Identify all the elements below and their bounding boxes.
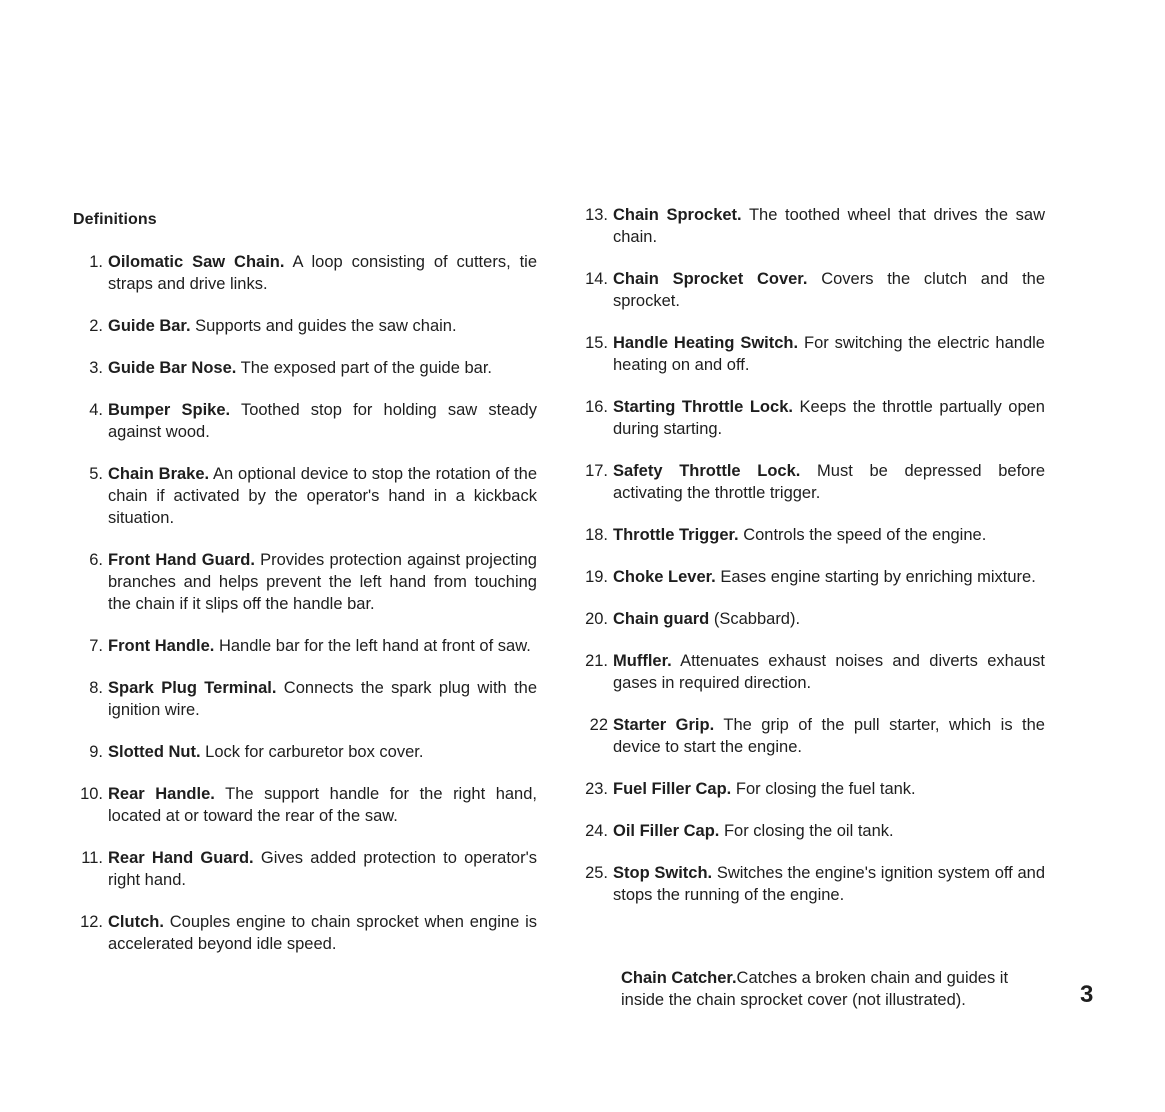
item-term: Choke Lever. <box>613 568 716 586</box>
definition-item <box>75 251 537 295</box>
item-number: 15. <box>585 334 608 352</box>
definition-item <box>75 549 537 615</box>
item-description: A loop consisting of cutters, tie straps and drive links. <box>108 253 537 293</box>
definition-item <box>580 332 1045 376</box>
item-term: Rear Hand Guard. <box>108 849 254 867</box>
item-term: Slotted Nut. <box>108 743 201 761</box>
item-number: 5. <box>89 465 103 483</box>
item-term: Starting Throttle Lock. <box>613 398 793 416</box>
definition-item <box>580 608 1045 630</box>
item-number: 10. <box>80 785 103 803</box>
item-description: Controls the speed of the engine. <box>743 526 987 544</box>
item-term: Chain Sprocket. <box>613 206 742 224</box>
definition-item <box>75 847 537 891</box>
item-number: 22 <box>589 716 608 734</box>
item-description: For closing the fuel tank. <box>735 780 916 798</box>
item-description: For closing the oil tank. <box>723 822 894 840</box>
item-number: 7. <box>89 637 103 655</box>
definition-item <box>75 677 537 721</box>
item-term: Bumper Spike. <box>108 401 231 419</box>
item-term: Chain Brake. <box>108 465 210 483</box>
item-term: Chain guard <box>613 610 710 628</box>
item-number: 19. <box>585 568 608 586</box>
item-description: Connects the spark plug with the ignition wire. <box>108 679 538 719</box>
item-description: Toothed stop for holding saw steady against wood. <box>108 401 537 441</box>
item-description: The support handle for the right hand, located at or toward the rear of the saw. <box>108 785 537 825</box>
item-description: Handle bar for the left hand at front of saw. <box>218 637 531 655</box>
item-number: 20. <box>585 610 608 628</box>
definition-item <box>580 268 1045 312</box>
definition-item <box>75 463 537 529</box>
definition-item <box>580 524 1045 546</box>
definition-item <box>580 650 1045 694</box>
item-number: 9. <box>89 743 103 761</box>
chain-catcher-term: Chain Catcher. <box>621 969 737 987</box>
item-term: Spark Plug Terminal. <box>108 679 277 697</box>
item-term: Throttle Trigger. <box>613 526 739 544</box>
section-heading: Definitions <box>73 211 157 228</box>
item-number: 11. <box>81 849 103 867</box>
item-term: Chain Sprocket Cover. <box>613 270 808 288</box>
item-description: Must be depressed before activating the throttle trigger. <box>613 462 1045 502</box>
definition-item <box>580 566 1045 588</box>
item-description: For switching the electric handle heating on and off. <box>613 334 1045 374</box>
item-description: Supports and guides the saw chain. <box>195 317 457 335</box>
item-number: 24. <box>585 822 608 840</box>
item-number: 18. <box>585 526 608 544</box>
item-term: Fuel Filler Cap. <box>613 780 732 798</box>
definition-item <box>580 820 1045 842</box>
item-term: Oil Filler Cap. <box>613 822 720 840</box>
chain-catcher-note <box>621 967 1046 1011</box>
item-number: 16. <box>585 398 608 416</box>
item-number: 12. <box>80 913 103 931</box>
item-number: 6. <box>89 551 103 569</box>
item-description: Provides protection against projecting branches and helps prevent the left hand from touching the chain if it slips off the handle bar. <box>108 551 537 613</box>
item-number: 8. <box>89 679 103 697</box>
item-term: Stop Switch. <box>613 864 713 882</box>
item-description: Covers the clutch and the sprocket. <box>613 270 1046 310</box>
item-term: Rear Handle. <box>108 785 215 803</box>
item-description: The toothed wheel that drives the saw chain. <box>613 206 1045 246</box>
item-number: 3. <box>89 359 103 377</box>
item-description: Switches the engine's ignition system off and stops the running of the engine. <box>613 864 1045 904</box>
definition-item <box>75 741 537 763</box>
item-term: Clutch. <box>108 913 164 931</box>
item-term: Muffler. <box>613 652 672 670</box>
item-description: The exposed part of the guide bar. <box>240 359 493 377</box>
definitions-right-column <box>580 204 1045 926</box>
definition-item <box>75 399 537 443</box>
definition-item <box>580 204 1045 248</box>
item-number: 17. <box>585 462 608 480</box>
item-description: Eases engine starting by enriching mixture. <box>720 568 1036 586</box>
definitions-left-column <box>75 251 537 975</box>
definition-item <box>75 911 537 955</box>
definition-item <box>75 315 537 337</box>
item-number: 2. <box>89 317 103 335</box>
item-term: Front Hand Guard. <box>108 551 255 569</box>
item-description: Couples engine to chain sprocket when engine is accelerated beyond idle speed. <box>108 913 537 953</box>
item-number: 13. <box>585 206 608 224</box>
item-number: 14. <box>585 270 608 288</box>
item-number: 21. <box>585 652 608 670</box>
item-description: An optional device to stop the rotation of the chain if activated by the operator's hand in a kickback situation. <box>108 465 537 527</box>
item-term: Guide Bar Nose. <box>108 359 237 377</box>
definition-item <box>580 714 1045 758</box>
definition-item <box>580 396 1045 440</box>
definition-item <box>580 778 1045 800</box>
definition-item <box>580 862 1045 906</box>
item-term: Front Handle. <box>108 637 215 655</box>
definition-item <box>580 460 1045 504</box>
item-description: The grip of the pull starter, which is the device to start the engine. <box>613 716 1045 756</box>
page-number: 3 <box>1080 981 1094 1008</box>
item-description: Lock for carburetor box cover. <box>205 743 424 761</box>
item-number: 23. <box>585 780 608 798</box>
item-term: Starter Grip. <box>613 716 715 734</box>
item-term: Handle Heating Switch. <box>613 334 799 352</box>
chain-catcher-description: Catches a broken chain and guides it inside the chain sprocket cover (not illustrated). <box>621 969 1009 1009</box>
item-term: Guide Bar. <box>108 317 191 335</box>
definition-item <box>75 635 537 657</box>
item-term: Oilomatic Saw Chain. <box>108 253 285 271</box>
item-description: Attenuates exhaust noises and diverts exhaust gases in required direction. <box>613 652 1045 692</box>
item-description: Keeps the throttle partually open during starting. <box>613 398 1045 438</box>
definition-item <box>75 783 537 827</box>
definition-item <box>75 357 537 379</box>
item-number: 1. <box>89 253 103 271</box>
item-number: 4. <box>89 401 103 419</box>
item-description: (Scabbard). <box>713 610 801 628</box>
item-description: Gives added protection to operator's right hand. <box>108 849 537 889</box>
item-term: Safety Throttle Lock. <box>613 462 801 480</box>
item-number: 25. <box>585 864 608 882</box>
